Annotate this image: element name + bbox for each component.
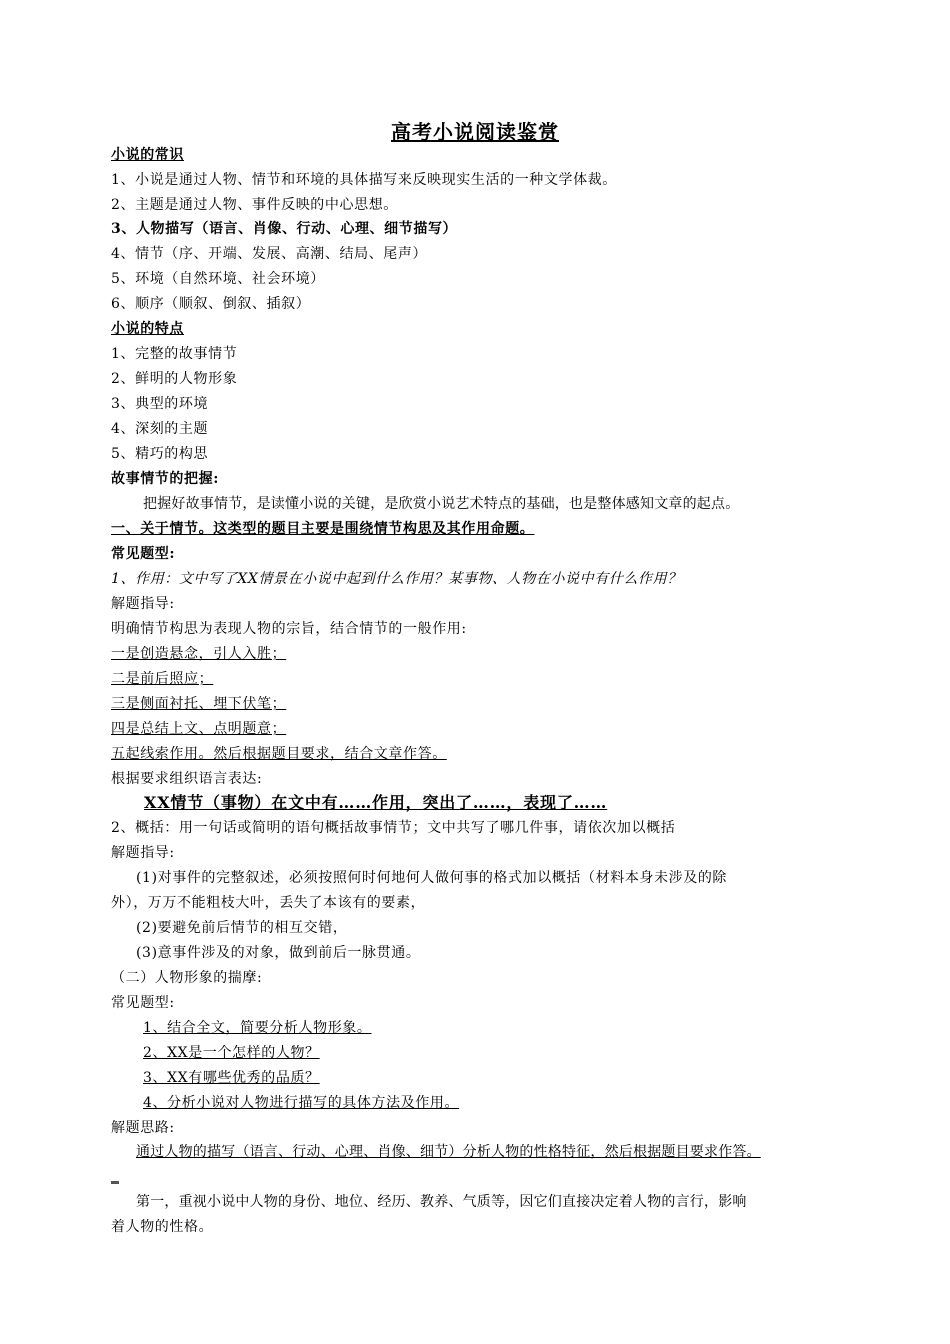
list-item: 1、完整的故事情节 [111,346,238,362]
label-approach: 解题思路: [111,1120,175,1136]
text-line: 6、顺序（顺叙、倒叙、插叙） [111,296,311,312]
text-line: 根据要求组织语言表达: [111,771,263,787]
text-line: 4、情节（序、开端、发展、高潮、结局、尾声） [111,246,428,262]
text-line: (2)要避免前后情节的相互交错， [136,920,348,936]
list-item-underlined: 五起线索作用。然后根据题目要求，结合文章作答。 [111,746,447,762]
section-heading-characters: （二）人物形象的揣摩: [111,970,263,986]
paragraph: 把握好故事情节，是读懂小说的关键，是欣赏小说艺术特点的基础，也是整体感知文章的起点。 [143,496,740,512]
list-item-underlined: 1、结合全文，简要分析人物形象。 [143,1020,372,1036]
list-item-underlined: 4、分析小说对人物进行描写的具体方法及作用。 [143,1095,460,1111]
section-heading-plot: 故事情节的把握: [111,471,219,487]
list-item: 3、典型的环境 [111,396,209,412]
text-line: 5、环境（自然环境、社会环境） [111,271,325,287]
section-heading-novel-basics: 小说的常识 [111,147,184,163]
label-question-types: 常见题型: [111,995,175,1011]
list-item: 4、深刻的主题 [111,421,209,437]
label-guidance: 解题指导: [111,596,175,612]
text-line: 外），万万不能粗枝大叶，丢失了本该有的要素， [111,895,426,911]
text-line: 1、小说是通过人物、情节和环境的具体描写来反映现实生活的一种文学体裁。 [111,172,617,188]
label-question-types: 常见题型: [111,546,176,562]
section-heading-plot-questions: 一、关于情节。这类型的题目主要是围绕情节构思及其作用命题。 [111,521,535,537]
paragraph-underlined: 通过人物的描写（语言、行动、心理、肖像、细节）分析人物的性格特征，然后根据题目要求作答。 [136,1144,761,1160]
list-item: 5、精巧的构思 [111,446,209,462]
question-line: 1、作用：文中写了XX情景在小说中起到什么作用？某事物、人物在小说中有什么作用？ [111,571,682,587]
paragraph: 第一，重视小说中人物的身份、地位、经历、教养、气质等，因它们直接决定着人物的言行，影响 [136,1194,747,1210]
text-line-bold: 3、人物描写（语言、肖像、行动、心理、细节描写） [111,221,458,237]
list-item-underlined: 四是总结上文、点明题意； [111,721,287,737]
text-line: 2、主题是通过人物、事件反映的中心思想。 [111,197,398,213]
answer-template: XX情节（事物）在文中有……作用，突出了……，表现了…… [144,793,608,812]
list-item: 2、鲜明的人物形象 [111,371,238,387]
list-item-underlined: 一是创造悬念，引人入胜； [111,646,287,662]
text-line: 明确情节构思为表现人物的宗旨，结合情节的一般作用: [111,621,467,637]
section-heading-novel-features: 小说的特点 [111,321,184,337]
text-line: (3)意事件涉及的对象，做到前后一脉贯通。 [136,945,421,961]
list-item-underlined: 3、XX有哪些优秀的品质？ [143,1070,320,1086]
document-title: 高考小说阅读鉴赏 [391,120,559,144]
paragraph-continuation: 着人物的性格。 [111,1219,214,1235]
stray-mark [111,1181,119,1184]
label-guidance: 解题指导: [111,845,175,861]
list-item-underlined: 二是前后照应； [111,671,214,687]
list-item-underlined: 2、XX是一个怎样的人物？ [143,1045,320,1061]
text-line: (1)对事件的完整叙述，必须按照何时何地何人做何事的格式加以概括（材料本身未涉及的除 [136,870,728,886]
list-item-underlined: 三是侧面衬托、埋下伏笔； [111,696,287,712]
question-line: 2、概括：用一句话或简明的语句概括故事情节；文中共写了哪几件事，请依次加以概括 [111,820,676,836]
